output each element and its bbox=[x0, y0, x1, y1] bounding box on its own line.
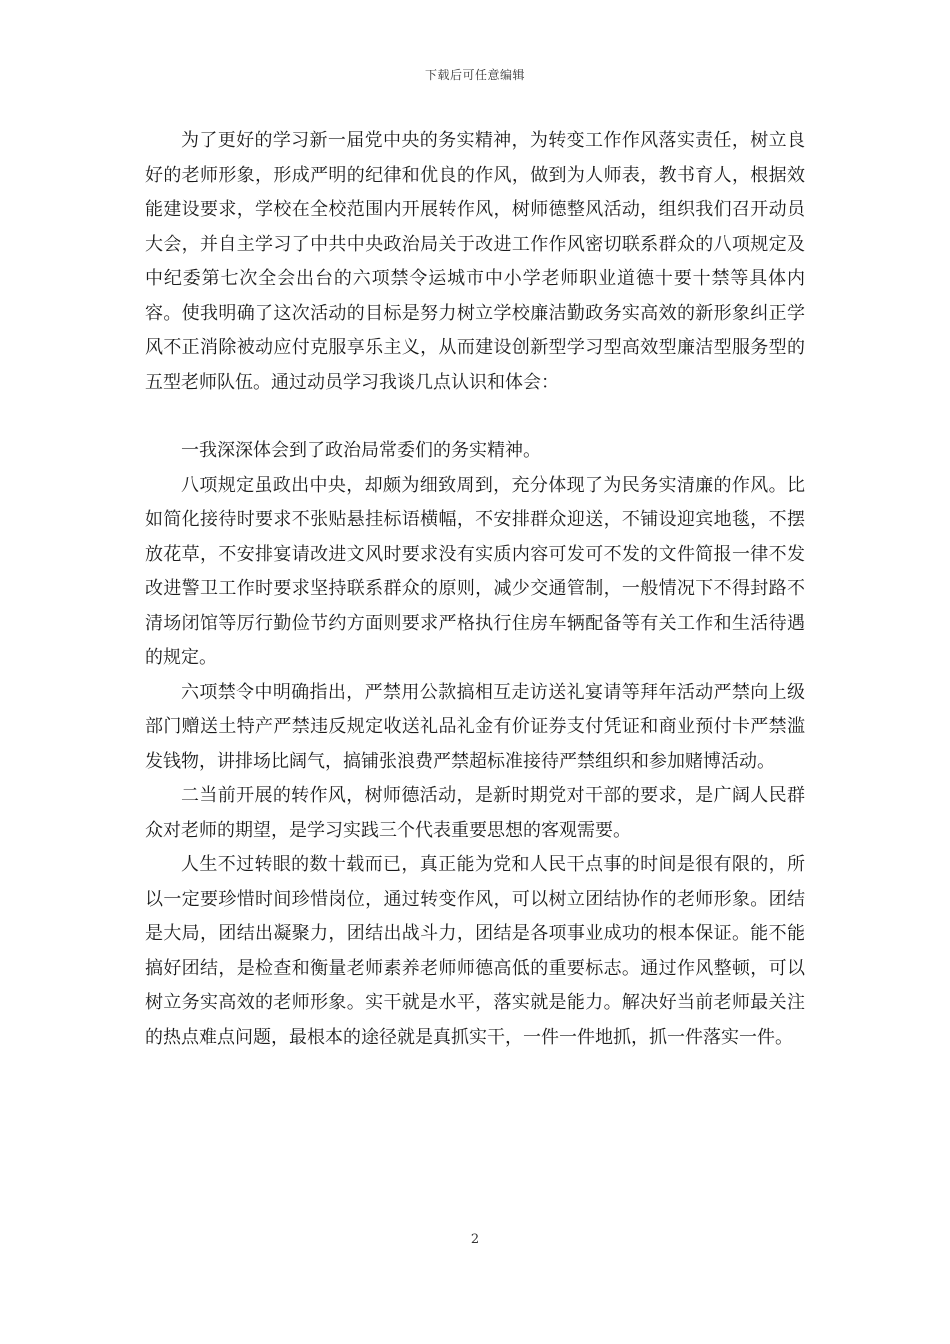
document-body bbox=[145, 124, 805, 1055]
section-heading-one: 一我深深体会到了政治局常委们的务实精神。 bbox=[181, 440, 541, 461]
paragraph-eight-rules: 八项规定虽政出中央，却颇为细致周到，充分体现了为民务实清廉的作风。比如简化接待时要求不张贴悬挂标语横幅，不安排群众迎送，不铺设迎宾地毯，不摆放花草，不安排宴请改进文风时要求没有实质内容可发可不发的文件简报一律不发改进警卫工作时要求坚持联系群众的原则，减少交通管制，一般情况下不得封路不清场闭馆等厉行勤俭节约方面则要求严格执行住房车辆配备等有关工作和生活待遇的规定。 bbox=[145, 474, 805, 668]
page-header: 下载后可任意编辑 bbox=[424, 68, 525, 82]
paragraph-intro: 为了更好的学习新一届党中央的务实精神，为转变工作作风落实责任，树立良好的老师形象，形成严明的纪律和优良的作风，做到为人师表，教书育人，根据效能建设要求，学校在全校范围内开展转作风，树师德整风活动，组织我们召开动员大会，并自主学习了中共中央政治局关于改进工作作风密切联系群众的八项规定及中纪委第七次全会出台的六项禁令运城市中小学老师职业道德十要十禁等具体内容。使我明确了这次活动的目标是努力树立学校廉洁勤政务实高效的新形象纠正学风不正消除被动应付克服享乐主义，从而建设创新型学习型高效型廉洁型服务型的五型老师队伍。通过动员学习我谈几点认识和体会： bbox=[145, 130, 805, 393]
page-number: 2 bbox=[470, 1232, 480, 1247]
section-heading-two: 二当前开展的转作风，树师德活动，是新时期党对干部的要求，是广阔人民群众对老师的期望，是学习实践三个代表重要思想的客观需要。 bbox=[145, 785, 805, 841]
paragraph-teacher-image: 人生不过转眼的数十载而已，真正能为党和人民干点事的时间是很有限的，所以一定要珍惜时间珍惜岗位，通过转变作风，可以树立团结协作的老师形象。团结是大局，团结出凝聚力，团结出战斗力，团结是各项事业成功的根本保证。能不能搞好团结，是检查和衡量老师素养老师师德高低的重要标志。通过作风整顿，可以树立务实高效的老师形象。实干就是水平，落实就是能力。解决好当前老师最关注的热点难点问题，最根本的途径就是真抓实干，一件一件地抓，抓一件落实一件。 bbox=[145, 854, 805, 1048]
paragraph-six-prohibitions: 六项禁令中明确指出，严禁用公款搞相互走访送礼宴请等拜年活动严禁向上级部门赠送土特产严禁违反规定收送礼品礼金有价证券支付凭证和商业预付卡严禁滥发钱物，讲排场比阔气，搞铺张浪费严禁超标准接待严禁组织和参加赌博活动。 bbox=[145, 681, 805, 772]
